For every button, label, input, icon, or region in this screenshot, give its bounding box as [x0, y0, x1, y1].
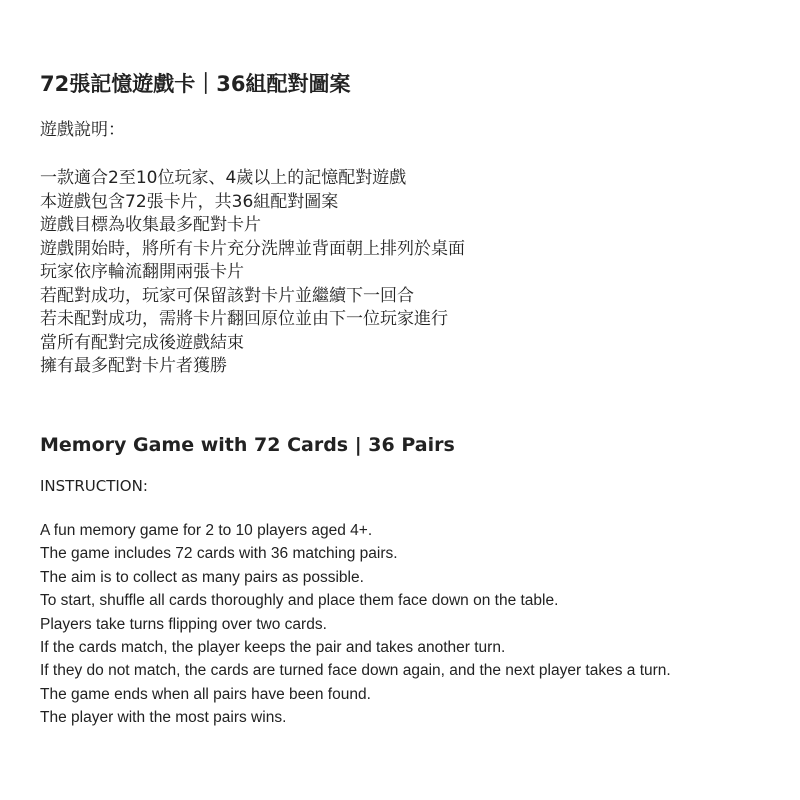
- chinese-instruction-line: 一款適合2至10位玩家、4歲以上的記憶配對遊戲: [40, 168, 407, 188]
- english-instruction-line: To start, shuffle all cards thoroughly and place them face down on the table.: [40, 592, 559, 610]
- english-instructions-section: [40, 432, 780, 730]
- chinese-instructions-section: [40, 70, 780, 379]
- chinese-title: 72張記憶遊戲卡｜36組配對圖案: [40, 72, 351, 96]
- english-instruction-line: The player with the most pairs wins.: [40, 709, 287, 727]
- english-title: Memory Game with 72 Cards | 36 Pairs: [40, 434, 455, 456]
- chinese-instruction-line: 當所有配對完成後遊戲結束: [40, 332, 244, 353]
- english-instruction-line: The aim is to collect as many pairs as possible.: [40, 568, 364, 586]
- chinese-instruction-line: 若未配對成功，需將卡片翻回原位並由下一位玩家進行: [40, 309, 448, 329]
- chinese-instruction-line: 若配對成功，玩家可保留該對卡片並繼續下一回合: [40, 285, 414, 306]
- chinese-instruction-line: 遊戲開始時，將所有卡片充分洗牌並背面朝上排列於桌面: [40, 238, 465, 259]
- chinese-instructions-heading: 遊戲說明：: [40, 120, 125, 140]
- chinese-instructions-list: [40, 167, 780, 379]
- chinese-instruction-line: 遊戲目標為收集最多配對卡片: [40, 215, 261, 235]
- chinese-instruction-line: 本遊戲包含72張卡片，共36組配對圖案: [40, 191, 339, 212]
- english-instructions-heading: INSTRUCTION:: [40, 477, 148, 495]
- english-instruction-line: The game includes 72 cards with 36 matching pairs.: [40, 545, 398, 563]
- english-instruction-line: If they do not match, the cards are turned face down again, and the next player takes a turn.: [40, 662, 671, 680]
- english-instruction-line: A fun memory game for 2 to 10 players aged 4+.: [40, 522, 373, 539]
- english-instruction-line: The game ends when all pairs have been found.: [40, 685, 371, 703]
- english-instructions-list: [40, 519, 780, 730]
- chinese-instruction-line: 擁有最多配對卡片者獲勝: [40, 356, 227, 376]
- english-instruction-line: Players take turns flipping over two cards.: [40, 615, 327, 633]
- english-instruction-line: If the cards match, the player keeps the pair and takes another turn.: [40, 639, 506, 657]
- chinese-instruction-line: 玩家依序輪流翻開兩張卡片: [40, 262, 244, 282]
